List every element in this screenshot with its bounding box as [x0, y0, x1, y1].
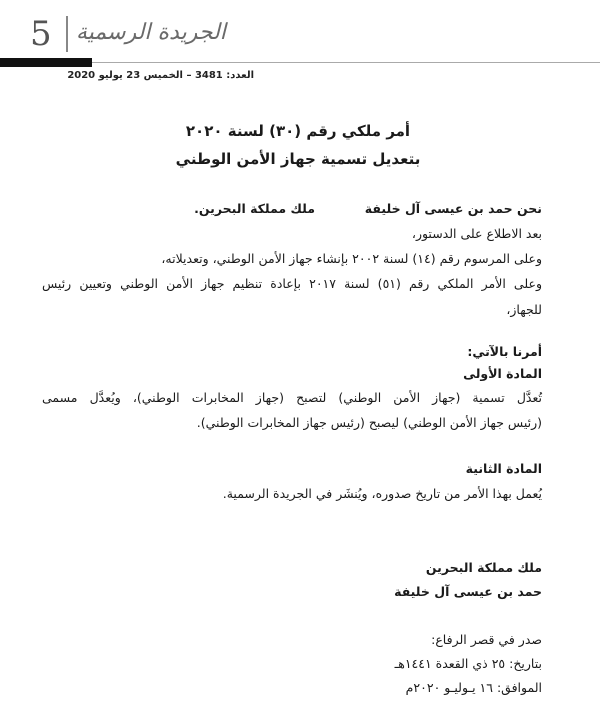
header-divider — [66, 16, 68, 52]
page-header — [0, 0, 600, 80]
article-2-text: يُعمل بهذا الأمر من تاريخ صدوره، ويُنشَر في الجريدة الرسمية. — [222, 486, 542, 501]
issuance-hijri-date: بتاريخ: ٢٥ ذي القعدة ١٤٤١هـ — [394, 656, 542, 671]
preamble-line-3: وعلى الأمر الملكي رقم (٥١) لسنة ٢٠١٧ بإعادة تنظيم جهاز الأمن الوطني وتعيين رئيس — [42, 276, 542, 291]
header-black-bar — [0, 58, 92, 67]
order-subtitle: بتعديل تسمية جهاز الأمن الوطني — [175, 150, 421, 168]
article-1-line-1: تُعدَّل تسمية (جهاز الأمن الوطني) لتصبح (جهاز المخابرات الوطني)، ويُعدَّل مسمى — [42, 390, 542, 405]
signature-name: حمد بن عيسى آل خليفة — [394, 584, 542, 599]
issuer-name: نحن حمد بن عيسى آل خليفة — [364, 201, 542, 216]
preamble-line-4: للجهاز، — [506, 302, 542, 317]
preamble-line-1: بعد الاطلاع على الدستور، — [411, 226, 542, 241]
signature-title: ملك مملكة البحرين — [425, 560, 542, 575]
order-title: أمر ملكي رقم (٣٠) لسنة ٢٠٢٠ — [185, 122, 411, 140]
issue-line: العدد: 3481 – الخميس 23 يوليو 2020 — [67, 70, 254, 81]
article-2-title: المادة الثانية — [465, 461, 542, 476]
gazette-masthead: الجريدة الرسمية — [76, 20, 226, 45]
king-title: ملك مملكة البحرين. — [194, 201, 315, 216]
article-1-title: المادة الأولى — [463, 366, 542, 381]
preamble-line-2: وعلى المرسوم رقم (١٤) لسنة ٢٠٠٢ بإنشاء جهاز الأمن الوطني، وتعديلاته، — [161, 251, 542, 266]
ordered-heading: أمرنا بالآتي: — [467, 344, 542, 359]
issuance-gregorian-date: الموافق: ١٦ يـوليـو ٢٠٢٠م — [405, 680, 542, 695]
issuance-place: صدر في قصر الرفاع: — [431, 632, 542, 647]
article-1-line-2: (رئيس جهاز الأمن الوطني) ليصبح (رئيس جهاز المخابرات الوطني). — [196, 415, 542, 430]
page-number: 5 — [30, 14, 52, 54]
header-rule — [92, 62, 600, 63]
